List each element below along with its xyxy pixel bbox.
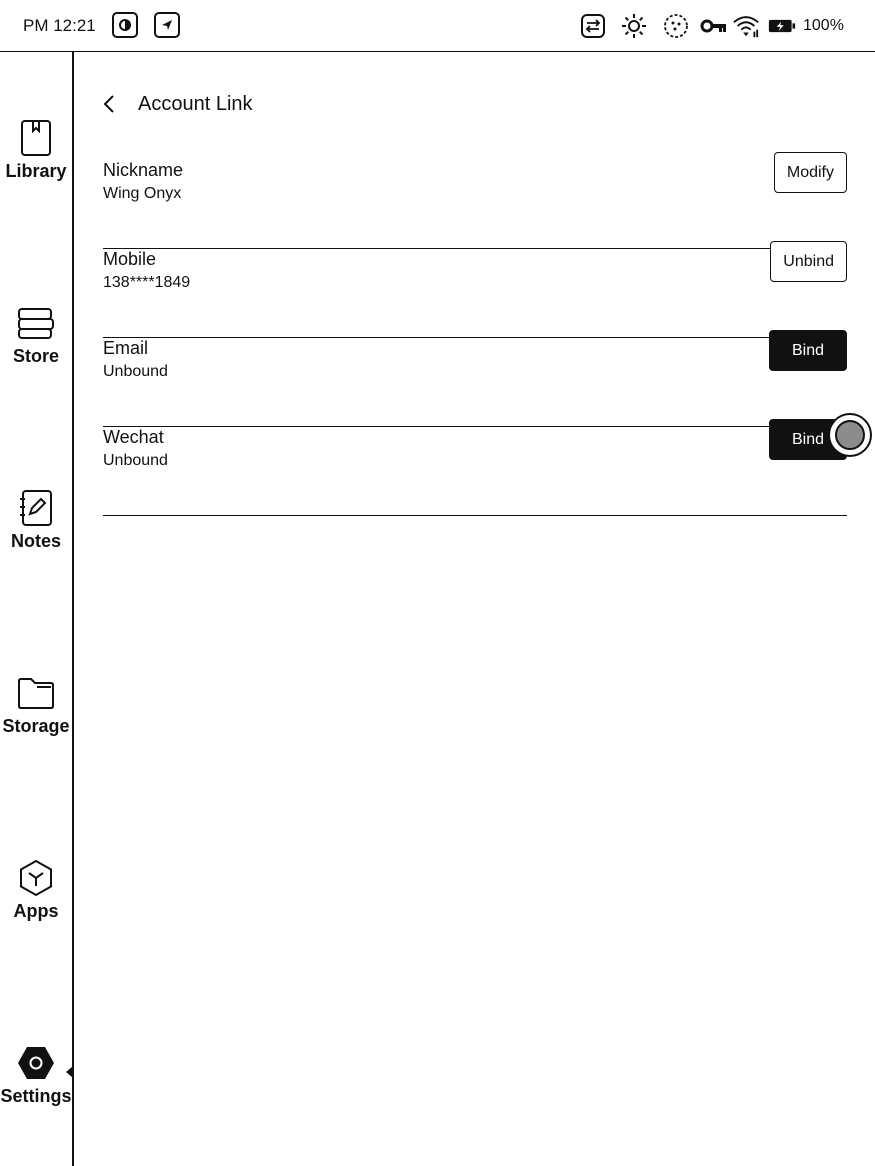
row-value: Unbound — [103, 363, 168, 380]
sidebar-item-apps[interactable] — [0, 859, 72, 949]
page-header — [102, 88, 253, 120]
sidebar-item-store[interactable] — [0, 304, 72, 394]
sidebar-item-label: Storage — [2, 716, 70, 736]
sidebar-item-library[interactable] — [0, 119, 72, 209]
status-bar — [0, 0, 875, 52]
battery-percent: 100% — [803, 17, 844, 34]
row-label: Mobile — [103, 249, 157, 269]
modify-nickname-button[interactable]: Modify — [774, 152, 847, 193]
row-value: Wing Onyx — [103, 185, 182, 202]
sidebar — [0, 52, 74, 1166]
back-arrow-icon[interactable] — [102, 88, 130, 120]
book-icon — [17, 119, 55, 157]
bind-email-button[interactable]: Bind — [769, 330, 847, 371]
sidebar-item-label: Apps — [13, 901, 59, 921]
apps-icon — [17, 859, 55, 897]
sidebar-item-label: Notes — [10, 531, 61, 551]
unbind-mobile-button[interactable]: Unbind — [770, 241, 847, 282]
wechat-row — [103, 427, 847, 516]
folder-icon — [17, 674, 55, 712]
nickname-row — [103, 160, 847, 249]
row-label: Nickname — [103, 160, 184, 180]
store-icon — [17, 304, 55, 342]
bind-wechat-button[interactable]: Bind — [769, 419, 847, 460]
email-row — [103, 338, 847, 427]
status-time: PM 12:21 — [23, 16, 96, 35]
touch-indicator-dot — [835, 420, 865, 450]
page-title: Account Link — [138, 92, 253, 115]
wifi-icon — [732, 12, 760, 40]
row-label: Email — [103, 338, 149, 358]
row-value: Unbound — [103, 452, 168, 469]
active-indicator — [66, 1066, 73, 1078]
brightness-icon[interactable] — [620, 12, 648, 40]
screen-refresh-icon[interactable] — [112, 12, 138, 38]
account-link-panel — [74, 52, 875, 1166]
navigation-icon[interactable] — [154, 12, 180, 38]
sync-toggle-icon[interactable] — [579, 12, 607, 40]
battery-charging-icon — [768, 12, 796, 40]
sidebar-item-label: Store — [12, 346, 59, 366]
row-label: Wechat — [103, 427, 164, 447]
sidebar-item-label: Library — [5, 161, 67, 181]
row-value: 138****1849 — [103, 274, 191, 291]
vpn-key-icon — [700, 12, 728, 40]
front-light-icon[interactable] — [662, 12, 690, 40]
notes-icon — [17, 489, 55, 527]
mobile-row — [103, 249, 847, 338]
sidebar-item-notes[interactable] — [0, 489, 72, 579]
sidebar-item-settings[interactable] — [0, 1044, 72, 1134]
touch-indicator — [828, 413, 872, 457]
settings-icon — [17, 1044, 55, 1082]
sidebar-item-label: Settings — [0, 1086, 72, 1106]
sidebar-item-storage[interactable] — [0, 674, 72, 764]
